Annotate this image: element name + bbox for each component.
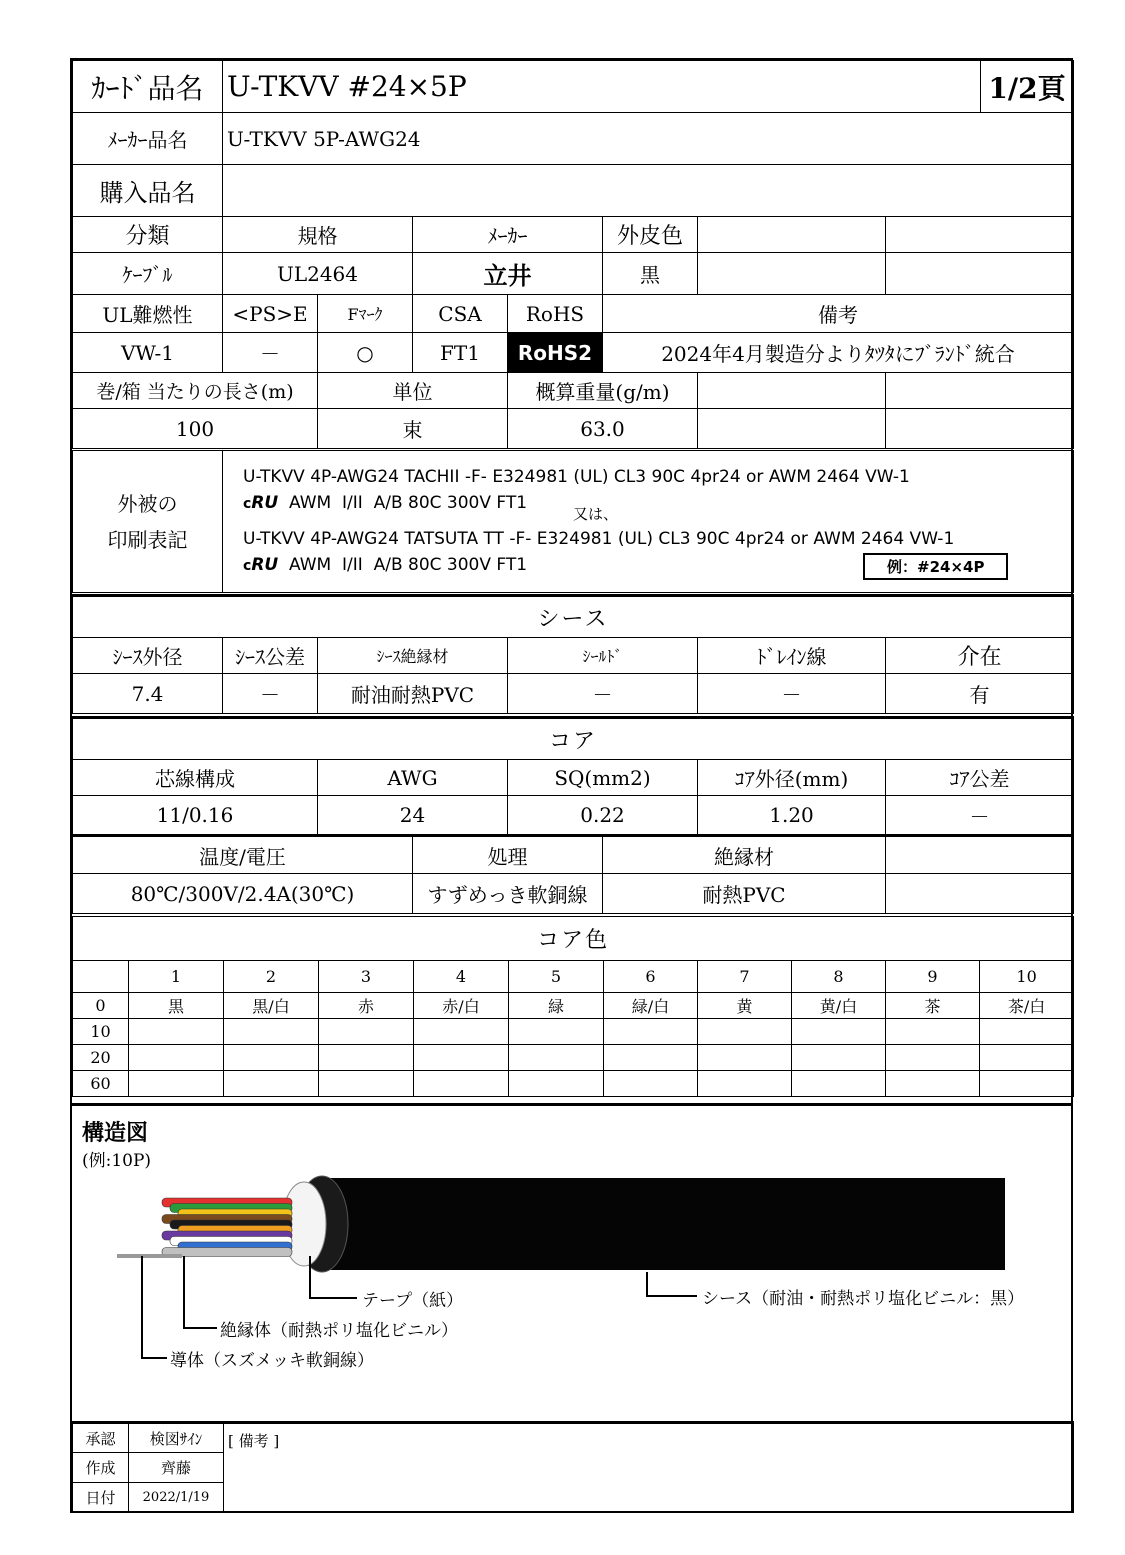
printing-label-line2: 印刷表記 bbox=[107, 527, 188, 552]
core-color-col-8: 8 bbox=[792, 961, 886, 993]
sheath-table bbox=[72, 594, 1074, 714]
core-title: コア bbox=[73, 718, 1074, 760]
purchase-name-label: 購入品名 bbox=[73, 165, 223, 217]
structure-title: 構造図 bbox=[82, 1121, 149, 1146]
ul-mark-icon-2: c bbox=[243, 558, 252, 574]
core-tol-value: － bbox=[886, 796, 1074, 836]
core-color-cell bbox=[604, 1071, 698, 1097]
core-table bbox=[72, 716, 1074, 914]
core-tol-label: ｺｱ公差 bbox=[886, 760, 1074, 796]
unit-label: 単位 bbox=[318, 373, 508, 409]
treatment-value: すずめっき軟銅線 bbox=[413, 874, 603, 914]
core-color-cell bbox=[980, 1045, 1074, 1071]
creator-value: 齊藤 bbox=[129, 1453, 224, 1483]
standard-value: UL2464 bbox=[223, 253, 413, 295]
core-color-cell: 赤 bbox=[319, 993, 414, 1019]
classification-label: 分類 bbox=[73, 217, 223, 253]
insulation-label: 絶縁材 bbox=[603, 836, 886, 874]
rohs-value: RoHS2 bbox=[508, 333, 603, 373]
core-color-col-7: 7 bbox=[698, 961, 792, 993]
standard-label: 規格 bbox=[223, 217, 413, 253]
filler-value: 有 bbox=[886, 674, 1074, 714]
sheath-title: シース bbox=[73, 596, 1074, 638]
sheath-callout: シース（耐油・耐熱ポリ塩化ビニル：黒） bbox=[702, 1289, 1025, 1309]
card-name-label: ｶｰﾄﾞ品名 bbox=[73, 61, 223, 113]
core-color-cell: 緑 bbox=[509, 993, 604, 1019]
strand-value: 11/0.16 bbox=[73, 796, 318, 836]
sq-label: SQ(mm2) bbox=[508, 760, 698, 796]
core-color-cell bbox=[509, 1019, 604, 1045]
purchase-name-value bbox=[223, 165, 1074, 217]
length-value: 100 bbox=[73, 409, 318, 449]
approve-label: 承認 bbox=[73, 1423, 129, 1453]
core-color-cell bbox=[509, 1045, 604, 1071]
maker-name-value: U-TKVV 5P-AWG24 bbox=[223, 113, 1074, 165]
ul-logo-icon-2: RU bbox=[251, 555, 279, 575]
core-color-cell: 茶/白 bbox=[980, 993, 1074, 1019]
maker-value: 立井 bbox=[413, 253, 603, 295]
core-color-col-10: 10 bbox=[980, 961, 1074, 993]
core-color-cell bbox=[509, 1071, 604, 1097]
core-color-cell: 赤/白 bbox=[414, 993, 509, 1019]
printing-label bbox=[73, 451, 223, 593]
date-label: 日付 bbox=[73, 1483, 129, 1513]
core-color-col-5: 5 bbox=[509, 961, 604, 993]
core-color-cell bbox=[319, 1045, 414, 1071]
core-color-cell bbox=[224, 1019, 319, 1045]
remarks-box-label: [ 備考 ] bbox=[228, 1432, 280, 1450]
core-color-cell bbox=[319, 1019, 414, 1045]
core-color-cell bbox=[129, 1071, 224, 1097]
printing-content bbox=[223, 451, 1074, 593]
spec-sheet bbox=[70, 58, 1073, 1513]
core-color-cell bbox=[604, 1045, 698, 1071]
core-color-col-4: 4 bbox=[414, 961, 509, 993]
core-color-cell bbox=[414, 1045, 509, 1071]
create-label: 作成 bbox=[73, 1453, 129, 1483]
core-wires bbox=[162, 1198, 292, 1257]
core-color-cell bbox=[319, 1071, 414, 1097]
sheath-leader bbox=[647, 1272, 697, 1296]
page-number: 1/2頁 bbox=[981, 61, 1074, 113]
core-color-col-9: 9 bbox=[886, 961, 980, 993]
sheath-color-label: 外皮色 bbox=[603, 217, 698, 253]
core-color-cell bbox=[414, 1019, 509, 1045]
core-color-cell bbox=[129, 1019, 224, 1045]
core-color-cell bbox=[698, 1045, 792, 1071]
core-color-col-2: 2 bbox=[224, 961, 319, 993]
print-line-1: U-TKVV 4P-AWG24 TACHII -F- E324981 (UL) CL3 90C 4pr24 or AWM 2464 VW-1 bbox=[243, 467, 910, 487]
maker-label: ﾒｰｶｰ bbox=[413, 217, 603, 253]
core-od-value: 1.20 bbox=[698, 796, 886, 836]
strand-label: 芯線構成 bbox=[73, 760, 318, 796]
core-color-col-1: 1 bbox=[129, 961, 224, 993]
sheath-od-value: 7.4 bbox=[73, 674, 223, 714]
remarks-value: 2024年4月製造分よりﾀﾂﾀにﾌﾞﾗﾝﾄﾞ統合 bbox=[603, 333, 1074, 373]
core-color-table bbox=[72, 916, 1074, 1097]
core-color-col-6: 6 bbox=[604, 961, 698, 993]
cable-drawing bbox=[72, 1106, 1073, 1424]
printing-label-line1: 外被の bbox=[117, 491, 178, 516]
core-color-cell bbox=[980, 1071, 1074, 1097]
core-color-row-label: 10 bbox=[73, 1019, 129, 1045]
conductor-callout: 導体（スズメッキ軟銅線） bbox=[170, 1351, 374, 1371]
core-color-cell bbox=[129, 1045, 224, 1071]
printing-table bbox=[72, 450, 1074, 593]
pse-label: <PS>E bbox=[223, 295, 318, 333]
structure-diagram bbox=[72, 1103, 1073, 1424]
core-color-cell bbox=[980, 1019, 1074, 1045]
date-value: 2022/1/19 bbox=[129, 1483, 224, 1513]
print-line-4: cRU AWM I/II A/B 80C 300V FT1 bbox=[243, 555, 528, 575]
sheath-tol-value: － bbox=[223, 674, 318, 714]
length-label: 巻/箱 当たりの長さ(m) bbox=[73, 373, 318, 409]
sheath-material-value: 耐油耐熱PVC bbox=[318, 674, 508, 714]
spec-table bbox=[72, 216, 1074, 449]
drain-value: － bbox=[698, 674, 886, 714]
card-name-value: U-TKVV #24×5P bbox=[223, 61, 981, 113]
header-table bbox=[72, 60, 1074, 217]
core-color-cell: 緑/白 bbox=[604, 993, 698, 1019]
structure-subtitle: (例:10P) bbox=[82, 1151, 152, 1171]
core-color-cell: 茶 bbox=[886, 993, 980, 1019]
core-color-cell bbox=[698, 1071, 792, 1097]
sheath-body bbox=[322, 1178, 1005, 1270]
example-box: 例：#24×4P bbox=[863, 553, 1008, 580]
treatment-label: 処理 bbox=[413, 836, 603, 874]
awg-value: 24 bbox=[318, 796, 508, 836]
core-color-cell bbox=[886, 1019, 980, 1045]
sq-value: 0.22 bbox=[508, 796, 698, 836]
filler-label: 介在 bbox=[886, 638, 1074, 674]
core-color-cell bbox=[792, 1045, 886, 1071]
rohs-label: RoHS bbox=[508, 295, 603, 333]
core-color-cell bbox=[886, 1071, 980, 1097]
maker-name-label: ﾒｰｶｰ品名 bbox=[73, 113, 223, 165]
f-mark-value: ○ bbox=[318, 333, 413, 373]
sheath-tol-label: ｼｰｽ公差 bbox=[223, 638, 318, 674]
unit-value: 束 bbox=[318, 409, 508, 449]
sheath-material-label: ｼｰｽ絶縁材 bbox=[318, 638, 508, 674]
core-color-cell bbox=[792, 1071, 886, 1097]
awg-label: AWG bbox=[318, 760, 508, 796]
core-color-cell bbox=[604, 1019, 698, 1045]
core-color-cell bbox=[414, 1071, 509, 1097]
conductor-leader bbox=[142, 1256, 167, 1358]
f-mark-label: Fﾏｰｸ bbox=[318, 295, 413, 333]
temp-voltage-value: 80℃/300V/2.4A(30℃) bbox=[73, 874, 413, 914]
weight-label: 概算重量(g/m) bbox=[508, 373, 698, 409]
print-or-text: 又は、 bbox=[573, 505, 619, 523]
classification-value: ｹｰﾌﾞﾙ bbox=[73, 253, 223, 295]
shield-label: ｼｰﾙﾄﾞ bbox=[508, 638, 698, 674]
insulation-value: 耐熱PVC bbox=[603, 874, 886, 914]
core-color-title: コア色 bbox=[73, 917, 1074, 961]
drain-label: ﾄﾞﾚｲﾝ線 bbox=[698, 638, 886, 674]
ul-mark-icon: c bbox=[243, 496, 252, 512]
print-line-3: U-TKVV 4P-AWG24 TATSUTA TT -F- E324981 (UL) CL3 90C 4pr24 or AWM 2464 VW-1 bbox=[243, 529, 955, 549]
approval-table bbox=[72, 1421, 1074, 1513]
print-line-2: cRU AWM I/II A/B 80C 300V FT1 bbox=[243, 493, 528, 513]
shield-value: － bbox=[508, 674, 698, 714]
insulation-leader bbox=[184, 1256, 217, 1328]
insulation-callout: 絶縁体（耐熱ポリ塩化ビニル） bbox=[220, 1321, 458, 1341]
core-color-cell bbox=[792, 1019, 886, 1045]
temp-voltage-label: 温度/電圧 bbox=[73, 836, 413, 874]
core-color-row-label: 60 bbox=[73, 1071, 129, 1097]
core-color-cell bbox=[886, 1045, 980, 1071]
ul-flame-label: UL難燃性 bbox=[73, 295, 223, 333]
core-color-row-label: 0 bbox=[73, 993, 129, 1019]
check-label: 検図ｻｲﾝ bbox=[129, 1423, 224, 1453]
core-od-label: ｺｱ外径(mm) bbox=[698, 760, 886, 796]
core-color-cell bbox=[698, 1019, 792, 1045]
remarks-label: 備考 bbox=[603, 295, 1074, 333]
ul-logo-icon: RU bbox=[251, 493, 279, 513]
ul-flame-value: VW-1 bbox=[73, 333, 223, 373]
core-color-col-3: 3 bbox=[319, 961, 414, 993]
core-color-cell: 黒 bbox=[129, 993, 224, 1019]
weight-value: 63.0 bbox=[508, 409, 698, 449]
core-color-cell: 黄/白 bbox=[792, 993, 886, 1019]
sheath-od-label: ｼｰｽ外径 bbox=[73, 638, 223, 674]
csa-label: CSA bbox=[413, 295, 508, 333]
core-color-cell: 黄 bbox=[698, 993, 792, 1019]
core-color-cell bbox=[224, 1045, 319, 1071]
csa-value: FT1 bbox=[413, 333, 508, 373]
core-color-cell: 黒/白 bbox=[224, 993, 319, 1019]
core-color-row-label: 20 bbox=[73, 1045, 129, 1071]
tape-callout: テープ（紙） bbox=[362, 1291, 464, 1311]
sheath-color-value: 黒 bbox=[603, 253, 698, 295]
core-color-corner bbox=[73, 961, 129, 993]
core-color-cell bbox=[224, 1071, 319, 1097]
pse-value: － bbox=[223, 333, 318, 373]
remarks-box bbox=[224, 1423, 1074, 1513]
